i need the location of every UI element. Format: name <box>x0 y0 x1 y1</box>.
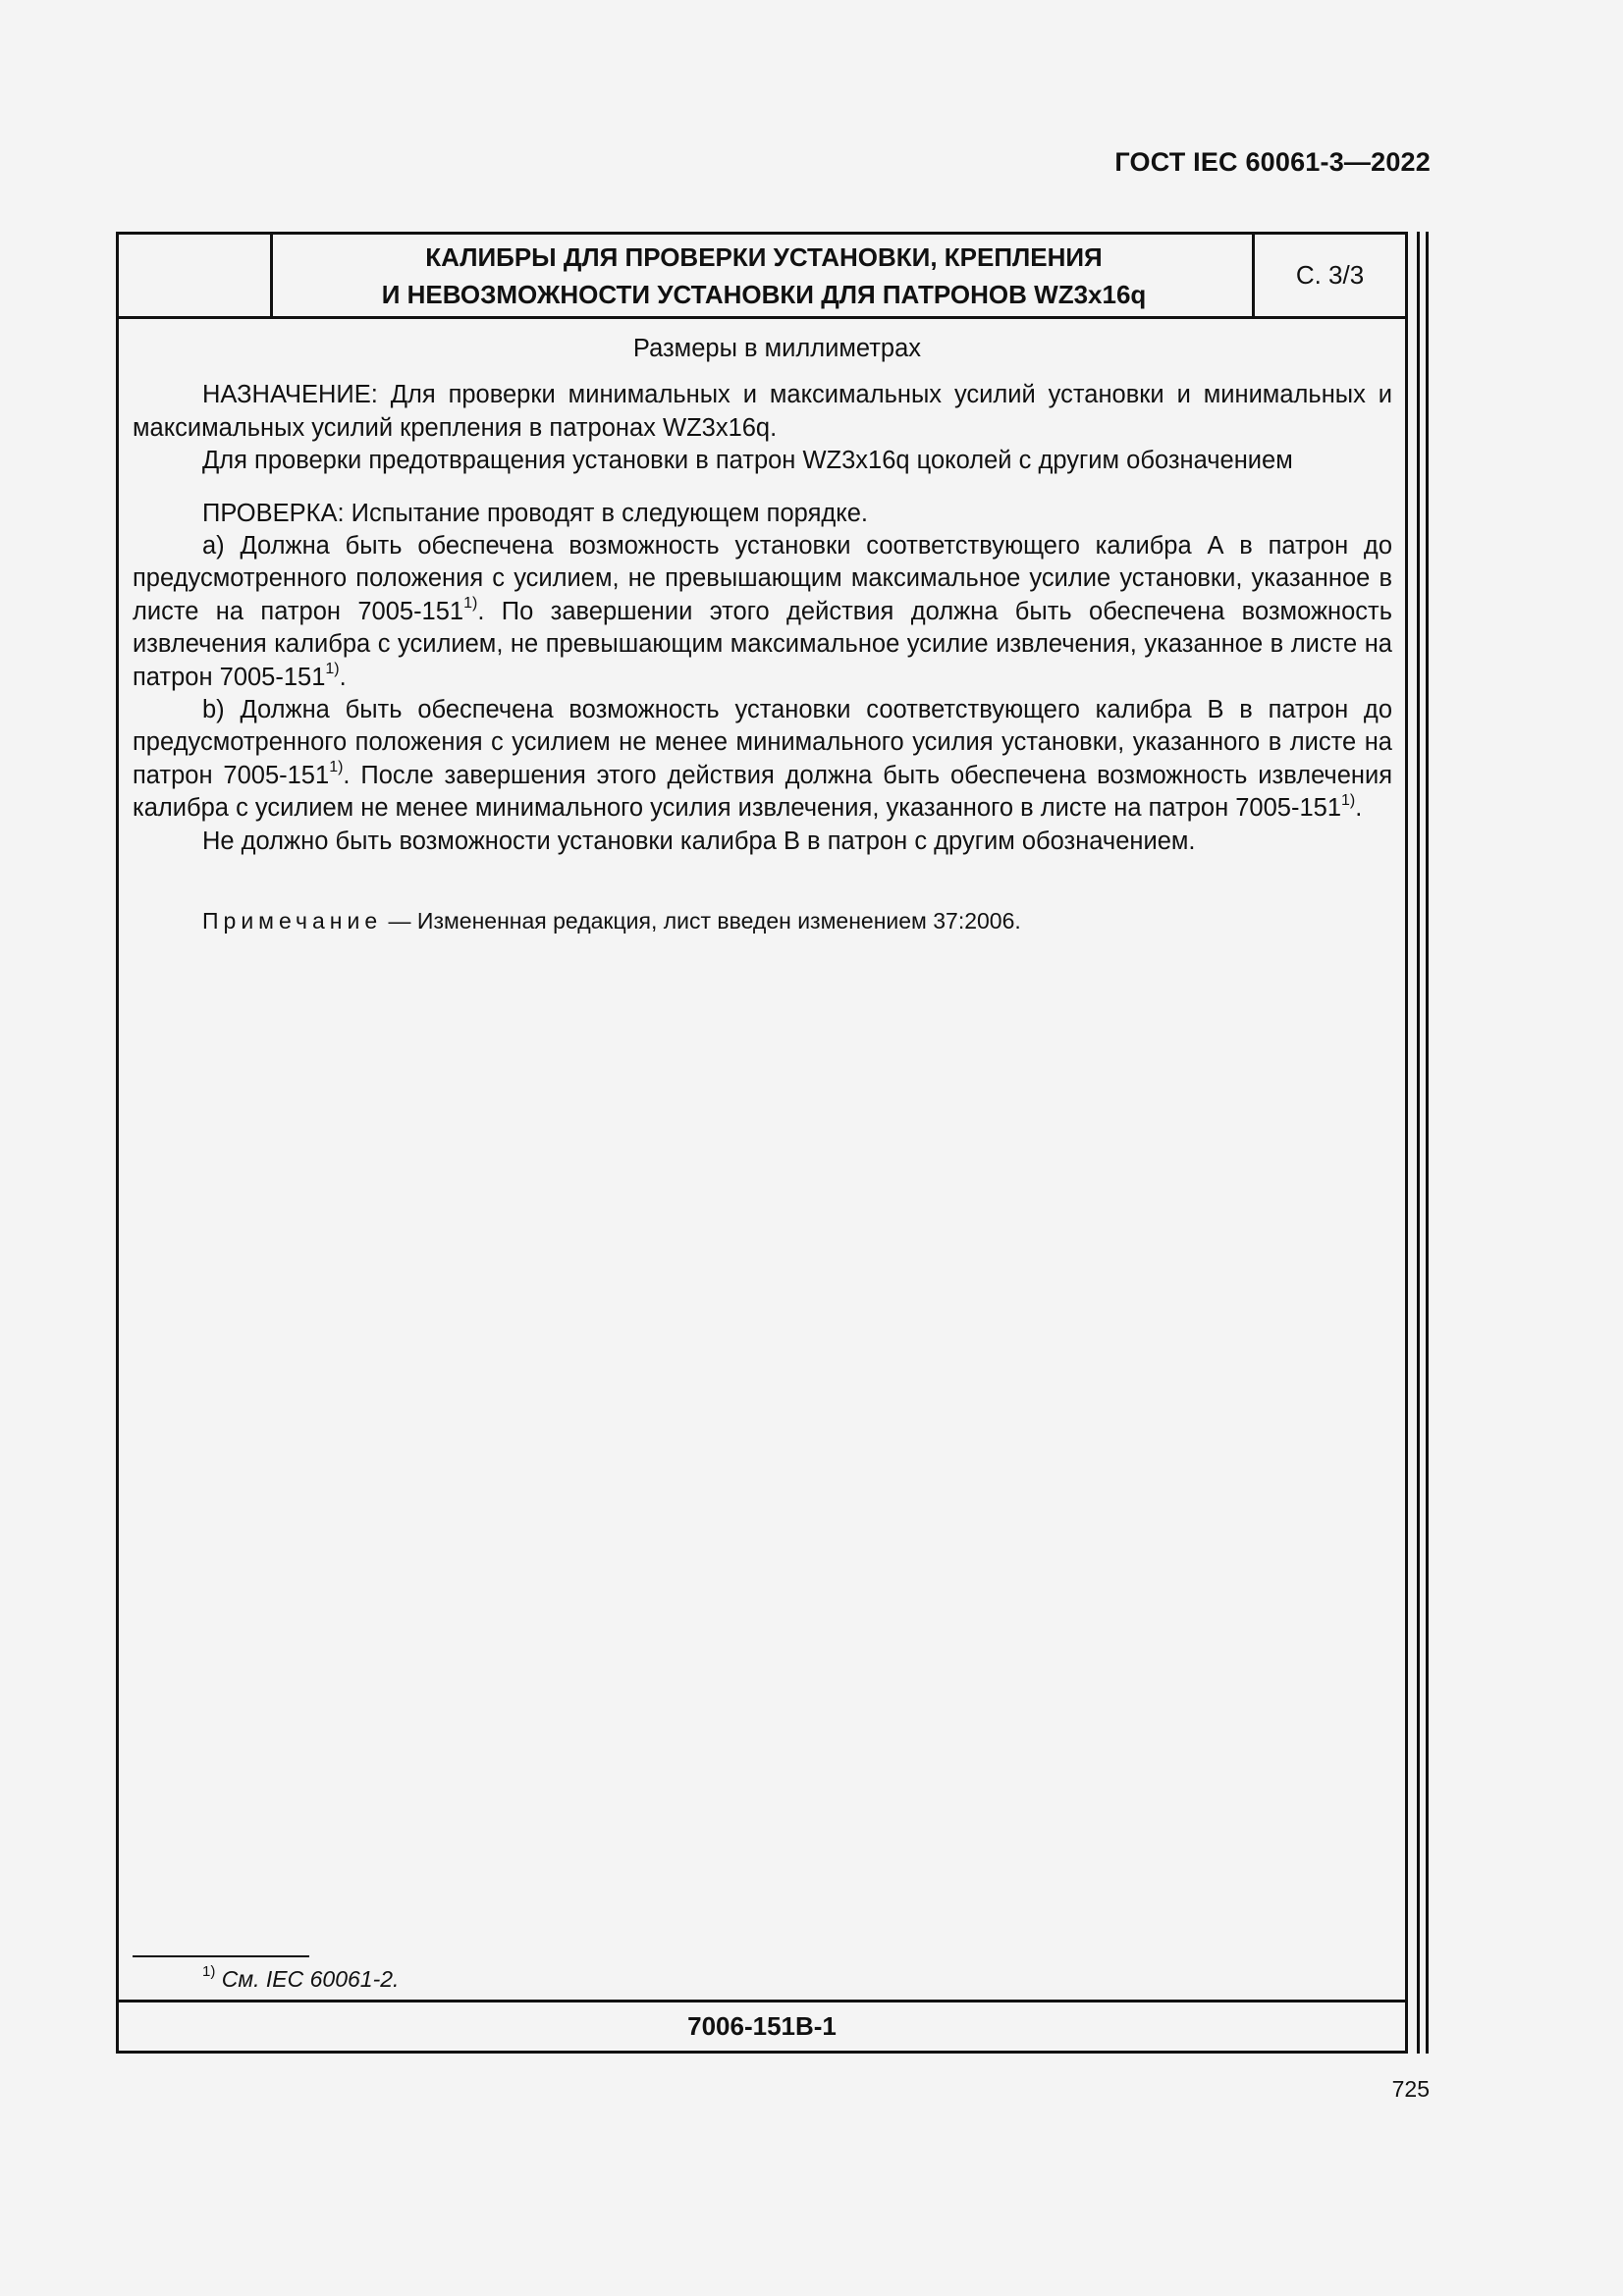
sheet-header <box>119 235 1405 319</box>
margin-rule-outer <box>1426 232 1429 2054</box>
sheet-page-indicator: С. 3/3 <box>1252 235 1405 316</box>
note-paragraph <box>133 905 1392 937</box>
sheet-title-line2: И НЕВОЗМОЖНОСТИ УСТАНОВКИ ДЛЯ ПАТРОНОВ WZ3x16q <box>381 279 1147 309</box>
units-note: Размеры в миллиметрах <box>632 335 922 362</box>
check-item-b-text-2: . После завершения этого действия должна быть обеспечена возможность извлечения калибра с усилием не менее минимального усилия извлечения, указанного в листе на патрон 7005-151 <box>133 761 1393 823</box>
footnote-ref: 1) <box>1341 791 1356 809</box>
footnote-divider <box>133 1955 309 1957</box>
check-item-b-end: . <box>1355 794 1363 823</box>
footnote-ref: 1) <box>329 759 344 776</box>
document-code: ГОСТ IEC 60061-3—2022 <box>1114 147 1431 177</box>
purpose-paragraph-1: НАЗНАЧЕНИЕ: Для проверки минимальных и максимальных усилий установки и минимальных и максимальных усилий крепления в патронах WZ3x16q. <box>133 381 1392 442</box>
check-item-a-end: . <box>339 663 347 691</box>
margin-rule-inner <box>1417 232 1420 2054</box>
purpose-paragraph-2: Для проверки предотвращения установки в патрон WZ3x16q цоколей с другим обозначением <box>202 447 1293 475</box>
check-item-a <box>133 530 1392 694</box>
check-intro: ПРОВЕРКА: Испытание проводят в следующем порядке. <box>202 499 868 527</box>
sheet-body <box>133 333 1392 938</box>
check-item-a-text-1: a) Должна быть обеспечена возможность установки соответствующего калибра А в патрон до предусмотренного положения с усилием, не превышающим максимальное усилие установки, указанное в листе на патрон 7005-151 <box>133 532 1392 625</box>
footnote-ref: 1) <box>463 595 478 613</box>
sheet-frame <box>116 232 1408 2054</box>
note-text: — Измененная редакция, лист введен изменением 37:2006. <box>382 908 1021 934</box>
sheet-title <box>273 235 1255 316</box>
closing-paragraph: Не должно быть возможности установки калибра В в патрон с другим обозначением. <box>202 827 1196 855</box>
header-blank-cell <box>119 235 273 316</box>
check-item-a-text-2: . По завершении этого действия должна быть обеспечена возможность извлечения калибра с усилием, не превышающим максимальное усилие извлечения, указанное в листе на патрон 7005-151 <box>133 597 1392 691</box>
footnote-ref: 1) <box>325 661 340 678</box>
check-item-b-text-1: b) Должна быть обеспечена возможность установки соответствующего калибра В в патрон до предусмотренного положения с усилием не менее минимального усилия установки, указанного в листе на патрон 7005-151 <box>133 696 1392 789</box>
sheet-footer-id: 7006-151B-1 <box>119 2000 1405 2051</box>
footnote-text: См. IEC 60061-2. <box>215 1966 400 1992</box>
check-item-b <box>133 694 1392 826</box>
page-number: 725 <box>1391 2076 1430 2102</box>
note-label: Примечание <box>202 908 383 934</box>
footnote-mark: 1) <box>202 1963 216 1981</box>
footnote <box>202 1963 400 1993</box>
sheet-title-line1: КАЛИБРЫ ДЛЯ ПРОВЕРКИ УСТАНОВКИ, КРЕПЛЕНИЯ <box>425 241 1103 272</box>
